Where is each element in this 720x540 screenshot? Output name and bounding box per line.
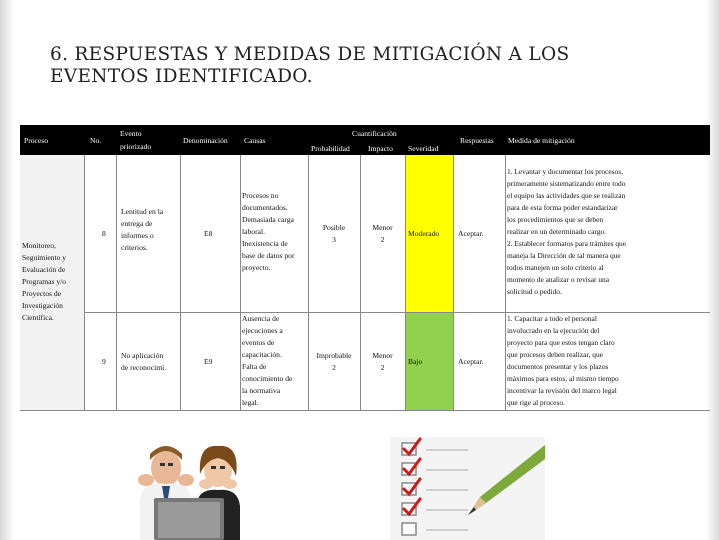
medida-line: involucrado en la ejecución del [507, 326, 600, 335]
slide-title [50, 44, 670, 88]
impacto-value: 2 [380, 363, 385, 372]
medida-line: proyecto para que estos tengan claro [507, 338, 615, 347]
row-probabilidad [308, 350, 360, 374]
causa-line: ejecuciones a [242, 326, 283, 335]
row-no: 9 [102, 357, 106, 366]
evento-line: informes o [121, 231, 154, 240]
row-severidad: Bajo [408, 357, 423, 366]
row-evento [121, 206, 179, 254]
row-probabilidad [308, 222, 360, 246]
row-no: 8 [102, 229, 106, 238]
header-evento-1: Evento [120, 129, 142, 138]
causa-line: base de datos por [242, 251, 295, 260]
causa-line: documentados. [242, 203, 288, 212]
evento-line: de reconocimi. [121, 363, 167, 372]
impacto-label: Menor [372, 223, 393, 232]
grid-line [405, 155, 406, 410]
probabilidad-value: 2 [332, 363, 336, 372]
medida-line: máximos para estos, al mismo tiempo [507, 374, 619, 383]
grid-line [84, 155, 85, 410]
people-laptop-icon [126, 430, 256, 540]
header-probabilidad: Probabilidad [311, 144, 350, 153]
causa-line: conocimiento de [242, 374, 293, 383]
causa-line: Procesos no [242, 191, 279, 200]
row-medida [507, 166, 710, 298]
probabilidad-value: 3 [332, 235, 336, 244]
medida-line: los procedimientos que se deben [507, 215, 604, 224]
causa-line: laboral. [242, 227, 265, 236]
proceso-line: Científica. [22, 313, 54, 322]
grid-line [116, 155, 117, 410]
proceso-line: Evaluación de [22, 265, 66, 274]
header-severidad: Severidad [408, 144, 439, 153]
proceso-line: Programas y/o [22, 277, 67, 286]
evento-line: Lentitud en la [121, 207, 164, 216]
grid-line [453, 155, 454, 410]
proceso-line: Proyectos de [22, 289, 62, 298]
header-respuestas: Respuestas [460, 136, 494, 145]
evento-line: criterios. [121, 243, 148, 252]
medida-line: 2. Establecer formatos para trámites que [507, 239, 627, 248]
medida-line: primeramente sistematizando entre todo [507, 179, 626, 188]
title-line-2: EVENTOS IDENTIFICADO. [50, 66, 313, 87]
causa-line: eventos de [242, 338, 275, 347]
grid-line [505, 155, 506, 410]
grid-line [180, 155, 181, 410]
row-evento [121, 350, 179, 374]
medida-line: maneja la Dirección de tal manera que [507, 251, 621, 260]
medida-line: para de esta forma poder estandarizar [507, 203, 618, 212]
header-evento-2: priorizado [120, 142, 152, 151]
table-bottom [20, 410, 710, 411]
medida-line: documentos presentar y los plazos [507, 362, 609, 371]
causa-line: capacitación. [242, 350, 282, 359]
row-impacto [360, 350, 405, 374]
causa-line: la normativa [242, 386, 281, 395]
medida-line: que procesos deben realizar, que [507, 350, 603, 359]
impacto-value: 2 [380, 235, 385, 244]
proceso-line: Seguimiento y [22, 253, 67, 262]
causa-line: Inexistencia de [242, 239, 288, 248]
header-cuantificacion: Cuantificación [352, 129, 397, 138]
row-respuesta: Aceptar. [458, 229, 484, 238]
proceso-line: Investigación [22, 301, 63, 310]
medida-line: realizar en un determinado cargo. [507, 227, 606, 236]
header-impacto: Impacto [368, 144, 393, 153]
probabilidad-label: Posible [322, 223, 346, 232]
medida-line: todos manejen un solo criterio al [507, 263, 604, 272]
evento-line: entrega de [121, 219, 153, 228]
medida-line: incentivar la revisión del marco legal [507, 386, 617, 395]
row-respuesta: Aceptar. [458, 357, 484, 366]
medida-line: momento de analizar o revisar una [507, 275, 609, 284]
header-causas: Causas [244, 136, 266, 145]
row-causas [242, 190, 308, 274]
grid-line [240, 155, 241, 410]
causa-line: Ausencia de [242, 314, 280, 323]
impacto-label: Menor [372, 351, 393, 360]
medida-line: 1. Capacitar a todo el personal [507, 314, 597, 323]
row-severidad: Moderado [408, 229, 440, 238]
row-denominacion: E9 [204, 357, 213, 366]
evento-line: No aplicación [121, 351, 164, 360]
medida-line: 1. Levantar y documentar los procesos, [507, 167, 623, 176]
medida-line: el equipo las actividades que se realizan [507, 191, 626, 200]
row-denominacion: E8 [204, 229, 213, 238]
checklist-pen-icon [390, 437, 545, 540]
header-medida: Medida de mitigación [508, 136, 575, 145]
header-proceso: Proceso [24, 136, 49, 145]
probabilidad-label: Improbable [316, 351, 352, 360]
medida-line: que rige al proceso. [507, 398, 565, 407]
medida-line: solicitud o pedido. [507, 287, 562, 296]
proceso-text [22, 240, 84, 324]
row-causas [242, 313, 308, 409]
causa-line: proyecto. [242, 263, 271, 272]
table-header [20, 125, 710, 155]
causa-line: legal. [242, 398, 259, 407]
row-impacto [360, 222, 405, 246]
proceso-line: Monitoreo, [22, 241, 56, 250]
header-no: No. [90, 136, 102, 145]
header-denominacion: Denominación [183, 136, 228, 145]
causa-line: Demasiada carga [242, 215, 294, 224]
row-medida [507, 313, 710, 409]
causa-line: Falta de [242, 362, 267, 371]
title-line-1: 6. RESPUESTAS Y MEDIDAS DE MITIGACIÓN A LOS [50, 44, 570, 65]
left-edge-shadow [0, 0, 14, 540]
